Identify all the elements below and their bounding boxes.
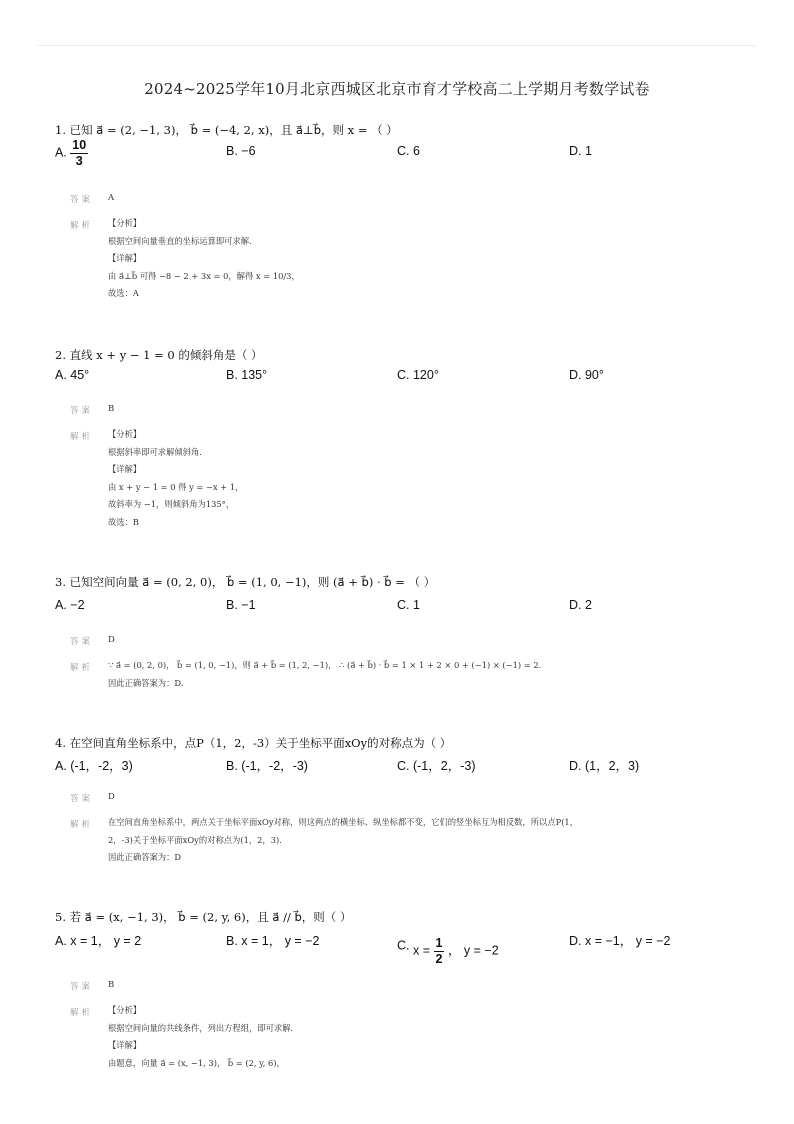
page-title: 2024~2025学年10月北京西城区北京市育才学校高二上学期月考数学试卷	[144, 80, 650, 98]
question-5-stem: 5. 若 a⃗ = (x, −1, 3)， b⃗ = (2, y, 6)，且 a⃗ // b⃗，则（ ）	[55, 910, 352, 924]
question-3-option-a[interactable]: A. −2	[55, 598, 85, 612]
question-3-option-d[interactable]: D. 2	[569, 598, 592, 612]
question-4-stem: 4. 在空间直角坐标系中，点P（1，2，-3）关于坐标平面xOy的对称点为（ ）	[55, 736, 452, 750]
fraction-ten-thirds: $\frac{10}{3}$	[72, 138, 87, 168]
analysis-label: 解析	[70, 1008, 94, 1018]
question-3-option-b[interactable]: B. −1	[226, 598, 256, 612]
question-1-option-a[interactable]: A. $\frac{10}{3}$	[55, 138, 87, 168]
question-1-stem: 1. 已知 a⃗ = (2, −1, 3)， b⃗ = (−4, 2, x)，且 a⃗⊥b⃗，则 x = （ ）	[55, 123, 398, 137]
question-1-option-b[interactable]: B. −6	[226, 144, 256, 158]
fraction-one-half: $\frac{1}{2}$	[435, 936, 443, 966]
question-5-answer: B	[108, 980, 115, 990]
question-1-option-c[interactable]: C. 6	[397, 144, 420, 158]
question-2-answer: B	[108, 404, 115, 414]
answer-label: 答案	[70, 406, 94, 416]
question-3-answer: D	[108, 635, 115, 645]
question-3-option-c[interactable]: C. 1	[397, 598, 420, 612]
question-2-option-c[interactable]: C. 120°	[397, 368, 439, 382]
question-5-analysis: 【分析】 根据空间向量的共线条件，列出方程组，即可求解. 【详解】 由题意，向量 a⃗ = (x, −1, 3)， b⃗ = (2, y, 6)，	[108, 1005, 294, 1068]
question-4-option-a[interactable]: A. (-1，-2，3)	[55, 759, 133, 773]
answer-label: 答案	[70, 195, 94, 205]
question-5-option-c[interactable]: C. x = $\frac{1}{2}$ ， y = −2	[397, 936, 499, 966]
answer-label: 答案	[70, 982, 94, 992]
question-2-stem: 2. 直线 x + y − 1 = 0 的倾斜角是（ ）	[55, 348, 263, 362]
analysis-label: 解析	[70, 221, 94, 231]
question-3-analysis: ∵ a⃗ = (0, 2, 0)， b⃗ = (1, 0, −1)，则 a⃗ + b⃗ = (1, 2, −1)， ∴ (a⃗ + b⃗) · b⃗ = 1 × 1 + 2 × 0 + (−1) × (−1) = 2. 因此正确答案为：D.	[108, 660, 542, 688]
question-2-option-a[interactable]: A. 45°	[55, 368, 90, 382]
question-2-analysis: 【分析】 根据斜率即可求解倾斜角. 【详解】 由 x + y − 1 = 0 得 y = −x + 1， 故斜率为 −1，则倾斜角为135°， 故选：B	[108, 429, 244, 527]
question-4-option-b[interactable]: B. (-1，-2，-3)	[226, 759, 308, 773]
question-5-option-a[interactable]: A. x = 1， y = 2	[55, 934, 142, 948]
question-4-option-d[interactable]: D. (1，2，3)	[569, 759, 640, 773]
question-4-analysis: 在空间直角坐标系中，两点关于坐标平面xOy对称，则这两点的横坐标、纵坐标都不变，它们的竖坐标互为相反数，所以点P(1， 2，-3)关于坐标平面xOy的对称点为(1，2，3). 因此正确答案为：D	[108, 817, 579, 862]
top-divider	[38, 45, 756, 46]
question-4-answer: D	[108, 792, 115, 802]
question-5-option-b[interactable]: B. x = 1， y = −2	[226, 934, 320, 948]
question-1-option-d[interactable]: D. 1	[569, 144, 592, 158]
question-3-stem: 3. 已知空间向量 a⃗ = (0, 2, 0)， b⃗ = (1, 0, −1)，则 (a⃗ + b⃗) · b⃗ = （ ）	[55, 575, 436, 589]
analysis-label: 解析	[70, 663, 94, 673]
analysis-label: 解析	[70, 432, 94, 442]
answer-label: 答案	[70, 637, 94, 647]
analysis-label: 解析	[70, 820, 94, 830]
question-1-analysis: 【分析】 根据空间向量垂直的坐标运算即可求解. 【详解】 由 a⃗⊥b⃗ 可得 −8 − 2 + 3x = 0，解得 x = 10/3， 故选：A	[108, 218, 300, 298]
answer-label: 答案	[70, 794, 94, 804]
question-1-answer: A	[108, 193, 115, 203]
question-2-option-b[interactable]: B. 135°	[226, 368, 268, 382]
question-2-option-d[interactable]: D. 90°	[569, 368, 604, 382]
question-4-option-c[interactable]: C. (-1，2，-3)	[397, 759, 476, 773]
question-5-option-d[interactable]: D. x = −1， y = −2	[569, 934, 671, 948]
